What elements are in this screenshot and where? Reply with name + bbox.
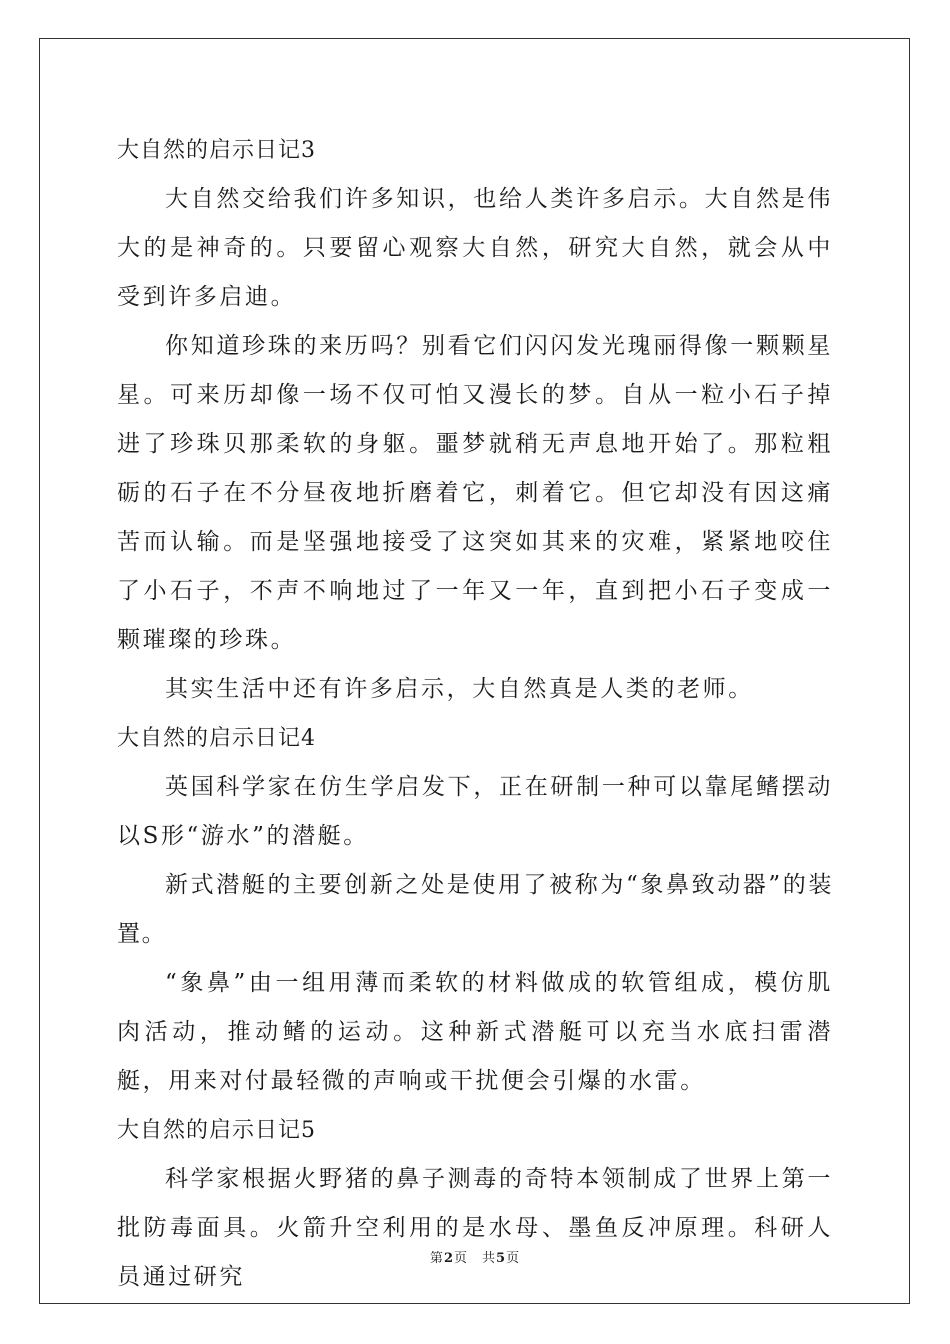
paragraph: 其实生活中还有许多启示，大自然真是人类的老师。 bbox=[165, 676, 754, 702]
section-diary-5 bbox=[117, 1106, 833, 1302]
paragraph: 你知道珍珠的来历吗？别看它们闪闪发光瑰丽得像一颗颗星星。可来历却像一场不仅可怕又漫长的梦。自从一粒小石子掉进了珍珠贝那柔软的身躯。噩梦就稍无声息地开始了。那粒粗砺的石子在不分昼夜地折磨着它，刺着它。但它却没有因这痛苦而认输。而是坚强地接受了这突如其来的灾难，紧紧地咬住了小石子，不声不响地过了一年又一年，直到把小石子变成一颗璀璨的珍珠。 bbox=[117, 333, 833, 653]
section-diary-3 bbox=[117, 126, 833, 714]
page-total-suffix: 页 bbox=[506, 1251, 521, 1266]
page-number-suffix: 页 bbox=[453, 1251, 468, 1266]
section-heading: 大自然的启示日记3 bbox=[117, 138, 316, 163]
paragraph: 大自然交给我们许多知识，也给人类许多启示。大自然是伟大的是神奇的。只要留心观察大自然，研究大自然，就会从中受到许多启迪。 bbox=[117, 186, 833, 310]
section-heading: 大自然的启示日记4 bbox=[117, 726, 316, 751]
paragraph: 科学家根据火野猪的鼻子测毒的奇特本领制成了世界上第一批防毒面具。火箭升空利用的是水母、墨鱼反冲原理。科研人员通过研究 bbox=[117, 1166, 833, 1290]
section-diary-4 bbox=[117, 714, 833, 1106]
page-number-current: 2 bbox=[443, 1251, 454, 1266]
paragraph: “象鼻”由一组用薄而柔软的材料做成的软管组成，模仿肌肉活动，推动鳍的运动。这种新式潜艇可以充当水底扫雷潜艇，用来对付最轻微的声响或干扰便会引爆的水雷。 bbox=[117, 970, 833, 1094]
page-footer bbox=[0, 1247, 950, 1266]
page-total-prefix: 共 bbox=[482, 1251, 497, 1266]
paragraph: 新式潜艇的主要创新之处是使用了被称为“象鼻致动器”的装置。 bbox=[117, 872, 833, 947]
page-number-prefix: 第 bbox=[429, 1251, 444, 1266]
paragraph: 英国科学家在仿生学启发下，正在研制一种可以靠尾鳍摆动以S形“游水”的潜艇。 bbox=[117, 774, 833, 849]
document-body bbox=[117, 126, 833, 1302]
page-total: 5 bbox=[496, 1251, 507, 1266]
section-heading: 大自然的启示日记5 bbox=[117, 1118, 316, 1143]
